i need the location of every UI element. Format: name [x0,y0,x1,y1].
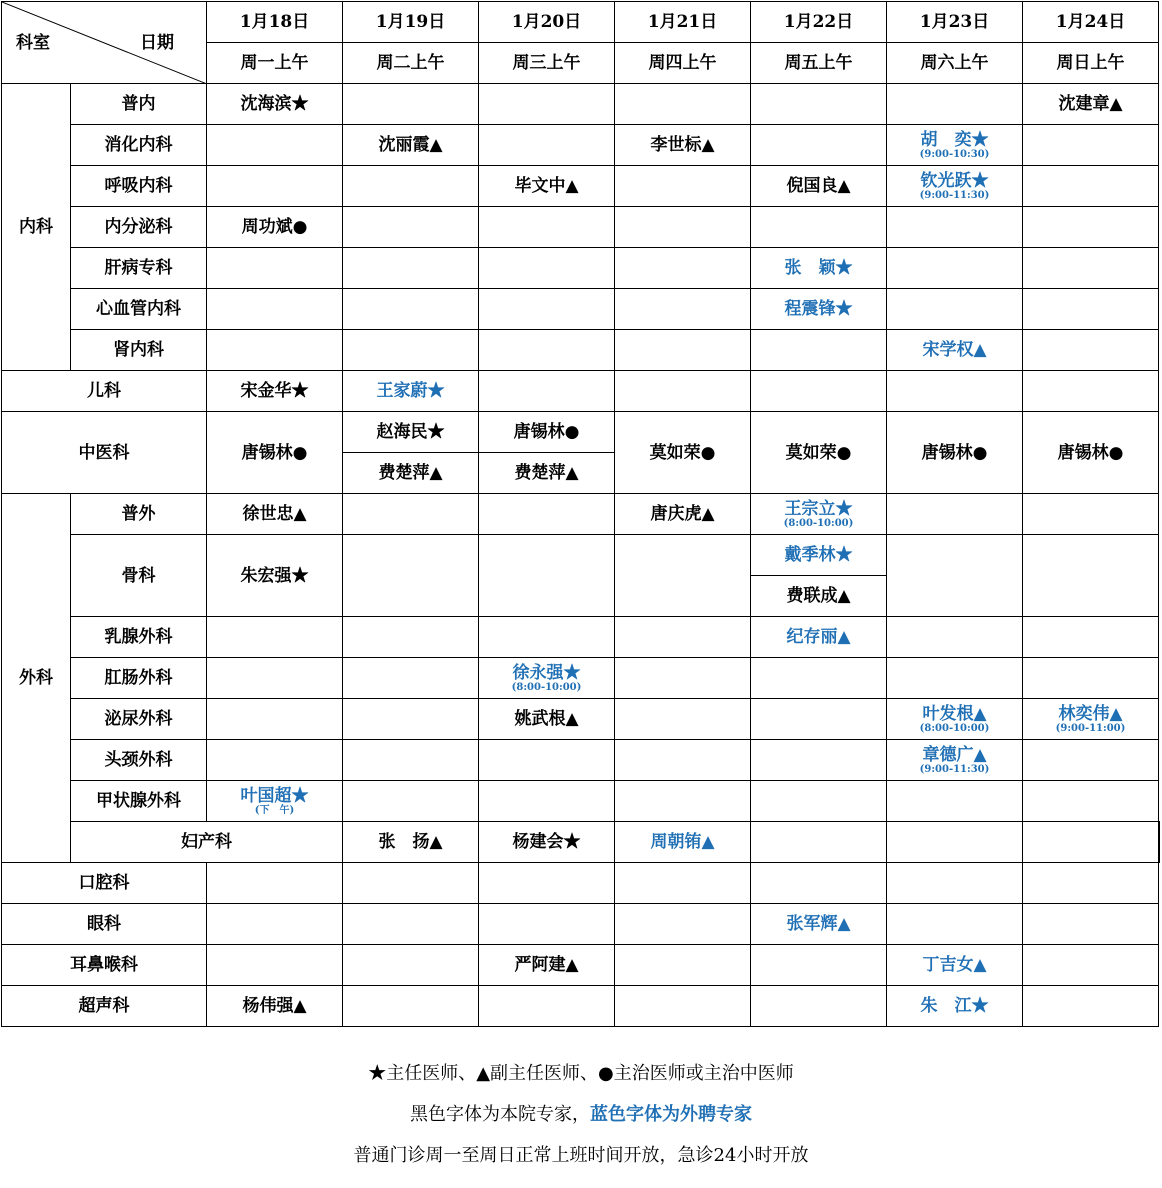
doctor-name: 王宗立★ [784,498,853,519]
empty-cell [207,658,343,699]
empty-cell [751,371,887,412]
empty-cell [1023,289,1159,330]
empty-cell [887,904,1023,945]
dept-cell: 骨科 [71,535,207,617]
empty-cell [207,863,343,904]
empty-cell [1023,617,1159,658]
empty-cell [615,781,751,822]
doctor-name: 徐永强★ [512,662,581,683]
empty-cell [751,945,887,986]
header-corner-cell [2,2,207,84]
doctor-cell: 沈丽霞▲ [343,125,479,166]
empty-cell [1023,781,1159,822]
doctor-cell [887,740,1023,781]
doctor-cell [887,699,1023,740]
empty-cell [887,617,1023,658]
doctor-cell: 周朝铕▲ [615,822,751,863]
weekday-header: 周三上午 [479,43,615,84]
empty-cell [615,945,751,986]
date-header: 1月18日 [207,2,343,43]
weekday-header: 周五上午 [751,43,887,84]
empty-cell [887,494,1023,535]
doctor-cell: 杨建会★ [479,822,615,863]
empty-cell [615,658,751,699]
dept-cell: 眼科 [2,904,207,945]
empty-cell [1023,986,1159,1027]
legend [0,1064,1162,1187]
legend-blue-note: 蓝色字体为外聘专家 [590,1104,752,1125]
doctor-cell [479,658,615,699]
doctor-name: 叶发根▲ [922,703,987,724]
weekday-header: 周四上午 [615,43,751,84]
empty-cell [343,248,479,289]
empty-cell [1023,371,1159,412]
empty-cell [479,207,615,248]
empty-cell [343,863,479,904]
dept-cell: 肝病专科 [71,248,207,289]
empty-cell [751,781,887,822]
empty-cell [615,699,751,740]
dept-cell: 肾内科 [71,330,207,371]
doctor-cell: 费联成▲ [751,576,887,617]
empty-cell [615,617,751,658]
time-note: (8:00-10:00) [511,681,582,693]
empty-cell [343,84,479,125]
doctor-cell [887,125,1023,166]
dept-cell: 妇产科 [71,822,343,863]
empty-cell [615,166,751,207]
doctor-cell: 张 扬▲ [343,822,479,863]
date-header: 1月21日 [615,2,751,43]
doctor-name: 叶国超★ [240,785,309,806]
empty-cell [1023,535,1159,617]
empty-cell [207,740,343,781]
dept-cell: 耳鼻喉科 [2,945,207,986]
doctor-cell: 严阿建▲ [479,945,615,986]
doctor-cell: 沈海滨★ [207,84,343,125]
empty-cell [615,289,751,330]
empty-cell [479,617,615,658]
empty-cell [479,371,615,412]
doctor-cell [1023,699,1159,740]
room-header-label: 科室 [16,33,50,53]
empty-cell [751,740,887,781]
empty-cell [207,904,343,945]
empty-cell [343,166,479,207]
empty-cell [751,822,887,863]
empty-cell [343,699,479,740]
dept-cell: 普外 [71,494,207,535]
empty-cell [343,986,479,1027]
empty-cell [1023,740,1159,781]
dept-cell: 消化内科 [71,125,207,166]
empty-cell [207,166,343,207]
empty-cell [1023,166,1159,207]
empty-cell [751,658,887,699]
dept-cell: 口腔科 [2,863,207,904]
doctor-cell: 唐锡林● [207,412,343,494]
empty-cell [1023,248,1159,289]
time-note: (8:00-10:00) [783,517,854,529]
legend-hours: 普通门诊周一至周日正常上班时间开放，急诊24小时开放 [353,1145,809,1166]
doctor-cell: 宋学权▲ [887,330,1023,371]
time-note: (8:00-10:00) [919,722,990,734]
empty-cell [887,535,1023,617]
doctor-cell: 沈建章▲ [1023,84,1159,125]
legend-symbols: ★主任医师、▲副主任医师、●主治医师或主治中医师 [368,1063,794,1084]
empty-cell [615,986,751,1027]
empty-cell [479,248,615,289]
empty-cell [751,986,887,1027]
empty-cell [343,781,479,822]
doctor-cell: 唐锡林● [887,412,1023,494]
empty-cell [887,781,1023,822]
doctor-cell: 赵海民★ [343,412,479,453]
doctor-cell [887,166,1023,207]
dept-cell: 中医科 [2,412,207,494]
legend-colors [0,1105,1162,1146]
empty-cell [207,248,343,289]
dept-cell: 呼吸内科 [71,166,207,207]
doctor-name: 章德广▲ [922,744,987,765]
empty-cell [751,84,887,125]
empty-cell [207,617,343,658]
doctor-cell: 姚武根▲ [479,699,615,740]
empty-cell [751,125,887,166]
empty-cell [615,371,751,412]
dept-cell: 肛肠外科 [71,658,207,699]
doctor-cell: 徐世忠▲ [207,494,343,535]
empty-cell [615,84,751,125]
empty-cell [751,699,887,740]
doctor-cell: 张军辉▲ [751,904,887,945]
empty-cell [479,289,615,330]
dept-cell: 超声科 [2,986,207,1027]
doctor-cell: 唐锡林● [1023,412,1159,494]
date-header: 1月22日 [751,2,887,43]
empty-cell [207,945,343,986]
time-note: (9:00-11:30) [919,189,990,201]
doctor-cell [751,494,887,535]
empty-cell [615,207,751,248]
empty-cell [751,863,887,904]
doctor-name: 钦光跃★ [920,170,989,191]
empty-cell [343,330,479,371]
empty-cell [751,330,887,371]
empty-cell [479,125,615,166]
empty-cell [207,699,343,740]
doctor-cell: 费楚萍▲ [479,453,615,494]
empty-cell [887,863,1023,904]
empty-cell [343,494,479,535]
empty-cell [343,289,479,330]
doctor-cell [207,781,343,822]
doctor-cell: 杨伟强▲ [207,986,343,1027]
empty-cell [479,84,615,125]
doctor-cell: 戴季林★ [751,535,887,576]
empty-cell [887,248,1023,289]
empty-cell [1023,822,1159,863]
doctor-cell: 唐锡林● [479,412,615,453]
doctor-cell: 周功斌● [207,207,343,248]
doctor-cell: 朱宏强★ [207,535,343,617]
empty-cell [1023,125,1159,166]
empty-cell [343,535,479,617]
doctor-cell: 唐庆虎▲ [615,494,751,535]
date-header-label: 日期 [140,33,174,53]
empty-cell [887,207,1023,248]
empty-cell [479,904,615,945]
doctor-cell: 宋金华★ [207,371,343,412]
empty-cell [887,822,1023,863]
empty-cell [1159,822,1160,863]
date-header: 1月20日 [479,2,615,43]
doctor-cell: 费楚萍▲ [343,453,479,494]
dept-cell: 头颈外科 [71,740,207,781]
legend-black-note: 黑色字体为本院专家， [410,1104,590,1125]
empty-cell [1023,207,1159,248]
schedule-table [1,1,1160,1027]
group-internal-medicine: 内科 [2,84,71,371]
date-header: 1月23日 [887,2,1023,43]
empty-cell [479,986,615,1027]
empty-cell [479,494,615,535]
doctor-name: 胡 奕★ [920,129,989,150]
empty-cell [207,125,343,166]
doctor-cell: 丁吉女▲ [887,945,1023,986]
empty-cell [887,658,1023,699]
empty-cell [479,740,615,781]
empty-cell [615,330,751,371]
doctor-cell: 毕文中▲ [479,166,615,207]
doctor-cell: 王家蔚★ [343,371,479,412]
date-header: 1月19日 [343,2,479,43]
empty-cell [479,781,615,822]
date-header: 1月24日 [1023,2,1159,43]
empty-cell [343,617,479,658]
doctor-cell: 莫如荣● [751,412,887,494]
empty-cell [1023,330,1159,371]
time-note: (9:00-10:30) [919,148,990,160]
empty-cell [1023,494,1159,535]
empty-cell [343,945,479,986]
empty-cell [615,248,751,289]
group-surgery: 外科 [2,494,71,863]
empty-cell [343,658,479,699]
dept-cell: 乳腺外科 [71,617,207,658]
dept-cell: 儿科 [2,371,207,412]
empty-cell [343,904,479,945]
empty-cell [1023,904,1159,945]
doctor-cell: 张 颖★ [751,248,887,289]
empty-cell [343,740,479,781]
empty-cell [615,863,751,904]
empty-cell [207,330,343,371]
empty-cell [615,740,751,781]
doctor-cell: 莫如荣● [615,412,751,494]
weekday-header: 周一上午 [207,43,343,84]
empty-cell [207,289,343,330]
doctor-cell: 纪存丽▲ [751,617,887,658]
doctor-cell: 程震锋★ [751,289,887,330]
dept-cell: 心血管内科 [71,289,207,330]
dept-cell: 泌尿外科 [71,699,207,740]
doctor-cell: 李世标▲ [615,125,751,166]
empty-cell [1023,945,1159,986]
weekday-header: 周二上午 [343,43,479,84]
empty-cell [751,207,887,248]
time-note: (9:00-11:00) [1055,722,1126,734]
empty-cell [887,84,1023,125]
doctor-cell: 朱 江★ [887,986,1023,1027]
empty-cell [1023,863,1159,904]
empty-cell [1023,658,1159,699]
empty-cell [343,207,479,248]
weekday-header: 周日上午 [1023,43,1159,84]
empty-cell [887,289,1023,330]
time-note: (9:00-11:30) [919,763,990,775]
doctor-name: 林奕伟▲ [1058,703,1123,724]
empty-cell [479,863,615,904]
empty-cell [479,535,615,617]
empty-cell [887,371,1023,412]
dept-cell: 内分泌科 [71,207,207,248]
time-note: (下 午) [254,804,295,816]
empty-cell [479,330,615,371]
weekday-header: 周六上午 [887,43,1023,84]
doctor-cell: 倪国良▲ [751,166,887,207]
dept-cell: 普内 [71,84,207,125]
dept-cell: 甲状腺外科 [71,781,207,822]
empty-cell [615,535,751,617]
empty-cell [615,904,751,945]
